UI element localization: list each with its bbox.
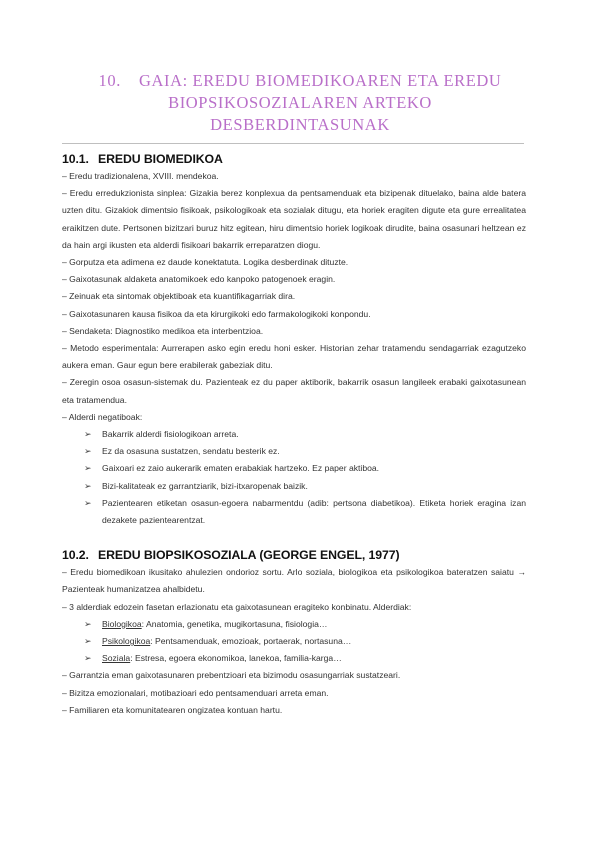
sub-list-item (62, 616, 526, 633)
section-heading-2: 10.2. EREDU BIOPSIKOSOZIALA (GEORGE ENGEL, 1977) (62, 548, 400, 563)
sub-item-text: Bizi-kalitateak ez garrantziarik, bizi-itxaropenak baizik. (102, 480, 308, 491)
title-divider (62, 143, 524, 144)
aspect-description: : Estresa, egoera ekonomikoa, lanekoa, familia-karga… (130, 653, 342, 664)
sub-list-item (62, 460, 526, 477)
arrow-bullet-icon: ➢ (84, 636, 92, 647)
aspect-description: : Pentsamenduak, emozioak, portaerak, nortasuna… (150, 636, 352, 647)
sub-list-item (62, 650, 526, 667)
list-item: – Bizitza emozionalari, motibazioari edo pentsamenduari arreta eman. (62, 687, 329, 698)
sub-list-item (62, 495, 526, 529)
document-body (62, 150, 526, 719)
title-line-3: DESBERDINTASUNAK (210, 115, 390, 134)
sub-item-text: Ez da osasuna sustatzen, sendatu besterik ez. (102, 446, 280, 457)
list-item: – Metodo esperimentala: Aurrerapen asko egin eredu honi esker. Historian zehar tratamendu sendagarriak ezagutzeko aukera eman. Gaur egun bere erabilerak gabeziak ditu. (62, 343, 526, 371)
title-line-1: 10. GAIA: EREDU BIOMEDIKOAREN ETA EREDU (98, 71, 502, 90)
section-2-list (62, 564, 526, 719)
arrow-bullet-icon: ➢ (84, 429, 92, 440)
aspect-term: Soziala (102, 653, 131, 664)
arrow-bullet-icon: ➢ (84, 618, 92, 629)
section-heading-1: 10.1. EREDU BIOMEDIKOA (62, 152, 223, 166)
list-item: – Zeregin osoa osasun-sistemak du. Pazienteak ez du paper aktiborik, bakarrik osasun langileek erabaki gaixotasunean eta tratamendua. (62, 377, 526, 405)
list-item: – Gaixotasunak aldaketa anatomikoek edo kanpoko patogenoek eragin. (62, 274, 336, 285)
list-item: – Zeinuak eta sintomak objektiboak eta kuantifikagarriak dira. (62, 291, 296, 302)
list-item: – Familiaren eta komunitatearen ongizatea kontuan hartu. (62, 704, 283, 715)
list-item: – Eredu erredukzionista sinplea: Gizakia berez konplexua da pentsamenduak eta bizipenak dituelako, baina alde batera uzten ditu. Gizakiok dimentsio fisikoak, psikologikoak eta sozialak ditugu, eta horiek eragiten digute eta gure errealitatea eraikitzen dute. Pertsonen bizitzari buruz hitz egitean, hiru dimentsio horiek logikoak dirudite, baina osasunari heltzean ez da hain argi ikusten eta alderdi fisikoari bakarrik erreparatzen diogu. (62, 188, 526, 250)
sub-item-text: Pazientearen etiketan osasun-egoera nabarmentdu (adib: pertsona diabetikoa). Etiketa horiek eragina izan dezakete pazientearentzat. (102, 497, 526, 526)
list-item: – Garrantzia eman gaixotasunaren prebentzioari eta bizimodu osasungarriak sustatzeari. (62, 670, 401, 681)
arrow-bullet-icon: ➢ (84, 480, 92, 491)
aspect-term: Psikologikoa (102, 636, 151, 647)
sub-list-item (62, 633, 526, 650)
list-item: – Eredu biomedikoan ikusitako ahulezien ondorioz sortu. Arlo soziala, biologikoa eta psikologikoa bateratzen saiatu → Pazienteak humanizatzea ahalbidetu. (62, 567, 526, 595)
list-item: – Gorputza eta adimena ez daude konektatuta. Logika desberdinak dituzte. (62, 257, 349, 268)
sub-list-item (62, 443, 526, 460)
list-item: – Gaixotasunaren kausa fisikoa da eta kirurgikoki edo farmakologikoki konpondu. (62, 308, 371, 319)
arrow-bullet-icon: ➢ (84, 463, 92, 474)
arrow-bullet-icon: ➢ (84, 446, 92, 457)
sub-list-item (62, 426, 526, 443)
page-title (60, 70, 540, 136)
sub-item-text: Bakarrik alderdi fisiologikoan arreta. (102, 429, 239, 440)
list-item: – Alderdi negatiboak: (62, 411, 143, 422)
title-line-2: BIOPSIKOSOZIALAREN ARTEKO (168, 93, 432, 112)
list-item: – 3 alderdiak edozein fasetan erlazionatu eta gaixotasunean eragiteko konbinatu. Alderdiak: (62, 601, 412, 612)
chapter-number: 10. (98, 71, 121, 90)
list-item: – Sendaketa: Diagnostiko medikoa eta interbentzioa. (62, 325, 264, 336)
sub-list-item (62, 478, 526, 495)
aspect-description: : Anatomia, genetika, mugikortasuna, fisiologia… (141, 618, 328, 629)
arrow-bullet-icon: ➢ (84, 653, 92, 664)
list-item: – Eredu tradizionalena, XVIII. mendekoa. (62, 171, 219, 181)
sub-item-text: Gaixoari ez zaio aukerarik ematen erabakiak hartzeko. Ez paper aktiboa. (102, 463, 380, 474)
aspect-term: Biologikoa (102, 618, 142, 629)
arrow-bullet-icon: ➢ (84, 497, 92, 508)
section-1-list (62, 168, 526, 529)
